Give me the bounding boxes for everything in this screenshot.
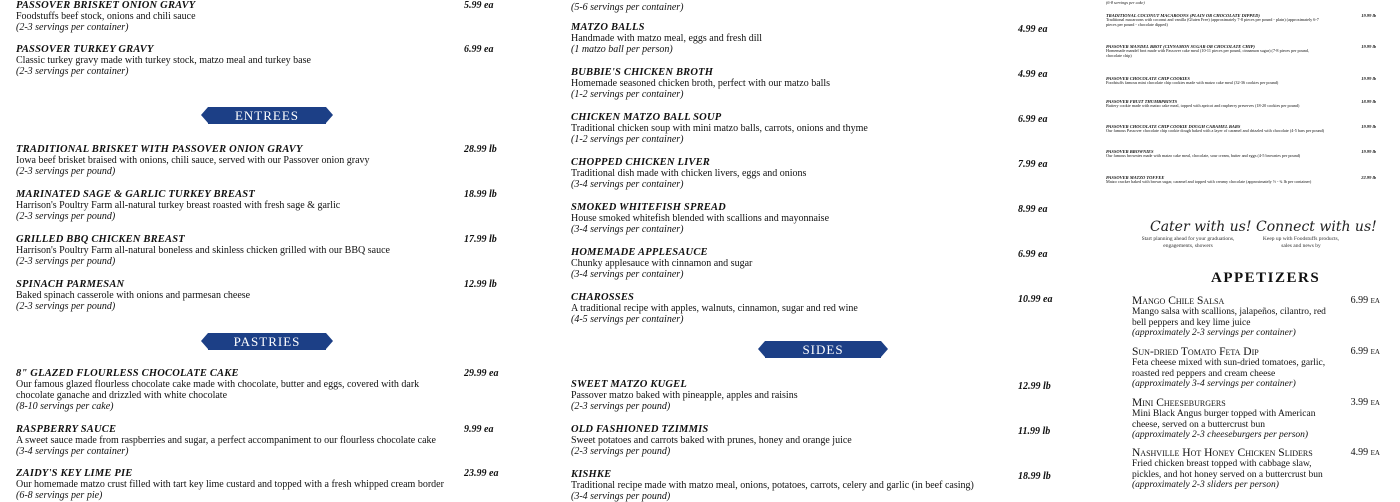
item-serving: (6-8 servings per pie) xyxy=(16,490,103,501)
menu-item xyxy=(16,368,456,412)
dessert-item xyxy=(1106,44,1376,58)
section-banner-entrees: ENTREES xyxy=(208,107,326,124)
dessert-name: PASSOVER CHOCOLATE CHIP COOKIES xyxy=(1106,76,1190,81)
appetizer-serving: (approximately 2-3 cheeseburgers per person) xyxy=(1132,430,1309,440)
item-serving: (2-3 servings per pound) xyxy=(16,301,116,312)
appetizer-name: Nashville Hot Honey Chicken Sliders xyxy=(1132,447,1313,459)
item-desc: Foodstuffs beef stock, onions and chili sauce xyxy=(16,11,196,22)
item-desc: Harrison's Poultry Farm all-natural boneless and skinless chicken grilled with our BBQ sauce xyxy=(16,245,390,256)
menu-item xyxy=(571,22,1011,55)
item-price: 7.99 ea xyxy=(1018,159,1048,170)
item-name: PASSOVER BRISKET ONION GRAVY xyxy=(16,0,196,11)
connect-text: Keep up with Foodstuffs products, sales and news by xyxy=(1262,236,1340,248)
item-name: RASPBERRY SAUCE xyxy=(16,424,117,435)
appetizer-desc: Mango salsa with scallions, jalapeños, cilantro, red bell peppers and key lime juice xyxy=(1132,307,1326,328)
item-price: 12.99 lb xyxy=(464,279,497,290)
dessert-item xyxy=(1106,124,1376,134)
section-banner-sides: SIDES xyxy=(765,341,881,358)
item-name: GRILLED BBQ CHICKEN BREAST xyxy=(16,234,185,245)
dessert-item xyxy=(1106,13,1376,27)
item-price: 10.99 ea xyxy=(1018,294,1053,305)
item-price: 18.99 lb xyxy=(464,189,497,200)
menu-item xyxy=(571,424,1011,457)
menu-item xyxy=(16,44,456,77)
appetizer-name: Mini Cheeseburgers xyxy=(1132,397,1226,409)
dessert-desc: Our famous Passover chocolate chip cookie dough baked with a layer of caramel and drizzled with chocolate (4-5 bars per pound) xyxy=(1106,128,1325,133)
cater-title: Cater with us! xyxy=(1150,219,1252,235)
dessert-price: 19.99 lb xyxy=(1361,44,1376,49)
item-price: 5.99 ea xyxy=(464,0,494,11)
item-price: 29.99 ea xyxy=(464,368,499,379)
dessert-desc: Foodstuffs famous mini chocolate chip cookies made with matzo cake meal (32-36 cookies per pound) xyxy=(1106,80,1279,85)
item-desc: Baked spinach casserole with onions and parmesan cheese xyxy=(16,290,251,301)
appetizer-serving: (approximately 2-3 servings per container) xyxy=(1132,328,1296,338)
cater-text: Start planning ahead for your graduations, engagements, showers xyxy=(1141,236,1235,248)
appetizer-price: 4.99 ea xyxy=(1350,447,1380,458)
dessert-price: 19.99 lb xyxy=(1361,124,1376,129)
dessert-price: 19.99 lb xyxy=(1361,76,1376,81)
item-desc: Chunky applesauce with cinnamon and sugar xyxy=(571,258,753,269)
dessert-name: PASSOVER CHOCOLATE CHIP COOKIE DOUGH CARAMEL BARS xyxy=(1106,124,1241,129)
item-name: CHOPPED CHICKEN LIVER xyxy=(571,157,710,168)
item-serving: (4-5 servings per container) xyxy=(571,314,684,325)
menu-item xyxy=(571,247,1011,280)
item-serving: (1-2 servings per container) xyxy=(571,89,684,100)
item-serving: (3-4 servings per container) xyxy=(16,446,129,457)
appetizer-desc: Mini Black Angus burger topped with American cheese, served on a buttercrust bun xyxy=(1132,409,1316,430)
item-desc: Homemade seasoned chicken broth, perfect with our matzo balls xyxy=(571,78,831,89)
dessert-price: 19.99 lb xyxy=(1361,13,1376,18)
dessert-name: TRADITIONAL COCONUT MACAROONS (PLAIN OR CHOCOLATE DIPPED) xyxy=(1106,13,1260,18)
dessert-price: 19.99 lb xyxy=(1361,149,1376,154)
item-desc: Traditional chicken soup with mini matzo balls, carrots, onions and thyme xyxy=(571,123,868,134)
menu-item xyxy=(16,279,456,312)
item-desc: Our homemade matzo crust filled with tart key lime custard and topped with a fresh whipped cream border xyxy=(16,479,444,490)
menu-item xyxy=(571,112,1011,145)
menu-item xyxy=(16,234,456,267)
item-serving: (2-3 servings per pound) xyxy=(571,401,671,412)
item-desc: Traditional recipe made with matzo meal, onions, potatoes, carrots, celery and garlic (in beef casing) xyxy=(571,480,974,491)
item-name: SMOKED WHITEFISH SPREAD xyxy=(571,202,726,213)
section-banner-pastries: PASTRIES xyxy=(208,333,326,350)
item-desc: Passover matzo baked with pineapple, apples and raisins xyxy=(571,390,798,401)
item-price: 8.99 ea xyxy=(1018,204,1048,215)
appetizer-item xyxy=(1132,346,1380,390)
item-desc: A sweet sauce made from raspberries and sugar, a perfect accompaniment to our flourless chocolate cake xyxy=(16,435,436,446)
item-serving: (5-6 servings per container) xyxy=(571,2,684,13)
item-serving: (3-4 servings per container) xyxy=(571,179,684,190)
menu-item xyxy=(571,202,1011,235)
item-desc: Iowa beef brisket braised with onions, chili sauce, served with our Passover onion gravy xyxy=(16,155,370,166)
item-price: 6.99 ea xyxy=(464,44,494,55)
section-title-appetizers: APPETIZERS xyxy=(1211,270,1321,286)
item-serving: (3-4 servings per pound) xyxy=(571,491,671,502)
dessert-desc: Traditional macaroons with coconut and vanilla (Gluten Free) (approximately 7-8 pieces per pound - plain) (approximately 6-7 pieces per pound - chocolate dipped) xyxy=(1106,17,1319,27)
item-serving: (3-4 servings per container) xyxy=(571,224,684,235)
item-desc: Sweet potatoes and carrots baked with prunes, honey and orange juice xyxy=(571,435,852,446)
appetizer-desc: Feta cheese mixed with sun-dried tomatoes, garlic, roasted red peppers and cream cheese xyxy=(1132,358,1326,379)
menu-item xyxy=(571,469,1011,502)
dessert-price: 18.99 lb xyxy=(1361,99,1376,104)
appetizer-serving: (approximately 3-4 servings per container) xyxy=(1132,379,1296,389)
dessert-name: PASSOVER MATZO TOFFEE xyxy=(1106,175,1165,180)
item-price: 4.99 ea xyxy=(1018,69,1048,80)
menu-item xyxy=(571,67,1011,100)
dessert-item xyxy=(1106,175,1376,185)
item-serving: (6-8 servings per cake) xyxy=(1106,0,1145,5)
menu-item xyxy=(571,157,1011,190)
item-price: 6.99 ea xyxy=(1018,249,1048,260)
dessert-price: 22.99 lb xyxy=(1361,175,1376,180)
item-serving: (2-3 servings per pound) xyxy=(16,256,116,267)
menu-item xyxy=(16,0,496,33)
dessert-desc: Matzo cracker baked with brown sugar, caramel and topped with creamy chocolate (approximately ½ - ¾ lb per container) xyxy=(1106,179,1312,184)
item-price: 12.99 lb xyxy=(1018,381,1051,392)
item-name: 8" GLAZED FLOURLESS CHOCOLATE CAKE xyxy=(16,368,239,379)
item-serving: (2-3 servings per container) xyxy=(16,66,129,77)
item-desc: Traditional dish made with chicken livers, eggs and onions xyxy=(571,168,807,179)
dessert-name: PASSOVER BROWNIES xyxy=(1106,149,1154,154)
appetizer-item xyxy=(1132,447,1380,491)
appetizer-price: 6.99 ea xyxy=(1350,295,1380,306)
item-desc: A traditional recipe with apples, walnuts, cinnamon, sugar and red wine xyxy=(571,303,858,314)
item-name: SWEET MATZO KUGEL xyxy=(571,379,688,390)
dessert-desc: Our famous brownies made with matzo cake meal, chocolate, sour cream, butter and eggs (4-5 brownies per pound) xyxy=(1106,153,1301,158)
item-price: 6.99 ea xyxy=(1018,114,1048,125)
item-serving: (2-3 servings per pound) xyxy=(16,211,116,222)
item-name: KISHKE xyxy=(571,469,612,480)
appetizer-name: Mango Chile Salsa xyxy=(1132,295,1225,307)
item-name: CHAROSSES xyxy=(571,292,635,303)
menu-item xyxy=(571,379,1011,412)
appetizer-price: 6.99 ea xyxy=(1350,346,1380,357)
item-name: BUBBIE'S CHICKEN BROTH xyxy=(571,67,714,78)
menu-item xyxy=(16,144,456,177)
item-desc: House smoked whitefish blended with scallions and mayonnaise xyxy=(571,213,830,224)
item-price: 23.99 ea xyxy=(464,468,499,479)
item-desc: Our famous glazed flourless chocolate cake made with chocolate, butter and eggs, covered with dark chocolate ganache and drizzled with white chocolate xyxy=(16,379,420,401)
item-desc: Handmade with matzo meal, eggs and fresh dill xyxy=(571,33,763,44)
appetizer-serving: (approximately 2-3 sliders per person) xyxy=(1132,480,1279,490)
item-price: 9.99 ea xyxy=(464,424,494,435)
item-desc: Harrison's Poultry Farm all-natural turkey breast roasted with fresh sage & garlic xyxy=(16,200,341,211)
item-name: PASSOVER TURKEY GRAVY xyxy=(16,44,154,55)
item-name: CHICKEN MATZO BALL SOUP xyxy=(571,112,722,123)
appetizer-item xyxy=(1132,295,1380,339)
item-serving: (1 matzo ball per person) xyxy=(571,44,673,55)
item-serving: (8-10 servings per cake) xyxy=(16,401,114,412)
item-desc: Classic turkey gravy made with turkey stock, matzo meal and turkey base xyxy=(16,55,311,66)
dessert-name: PASSOVER FRUIT THUMBPRINTS xyxy=(1106,99,1178,104)
item-name: MARINATED SAGE & GARLIC TURKEY BREAST xyxy=(16,189,255,200)
appetizer-desc: Fried chicken breast topped with cabbage slaw, pickles, and hot honey served on a buttercrust bun xyxy=(1132,459,1323,480)
appetizer-name: Sun-dried Tomato Feta Dip xyxy=(1132,346,1259,358)
dessert-item xyxy=(1106,149,1376,159)
dessert-desc: Buttery cookie made with matzo cake meal, topped with apricot and raspberry preserves (18-20 cookies per pound) xyxy=(1106,103,1300,108)
dessert-desc: Homemade mandel brot made with Passover cake meal (10-11 pieces per pound, cinnamon sugar) (7-8 pieces per pound, chocolate chip) xyxy=(1106,48,1309,58)
appetizer-item xyxy=(1132,397,1380,441)
item-name: ZAIDY'S KEY LIME PIE xyxy=(16,468,133,479)
item-serving: (1-2 servings per container) xyxy=(571,134,684,145)
item-price: 18.99 lb xyxy=(1018,471,1051,482)
item-name: HOMEMADE APPLESAUCE xyxy=(571,247,708,258)
item-price: 4.99 ea xyxy=(1018,24,1048,35)
item-price: 28.99 lb xyxy=(464,144,497,155)
item-name: MATZO BALLS xyxy=(571,22,645,33)
menu-item xyxy=(16,468,456,501)
appetizer-price: 3.99 ea xyxy=(1350,397,1380,408)
item-price: 11.99 lb xyxy=(1018,426,1051,437)
item-price: 17.99 lb xyxy=(464,234,497,245)
item-name: SPINACH PARMESAN xyxy=(16,279,125,290)
dessert-item xyxy=(1106,76,1376,86)
item-name: TRADITIONAL BRISKET WITH PASSOVER ONION GRAVY xyxy=(16,144,303,155)
menu-item xyxy=(16,424,456,457)
item-serving: (2-3 servings per pound) xyxy=(16,166,116,177)
menu-item xyxy=(571,292,1011,325)
dessert-item xyxy=(1106,99,1376,109)
dessert-name: PASSOVER MANDEL BROT (CINNAMON SUGAR OR CHOCOLATE CHIP) xyxy=(1106,44,1255,49)
menu-item xyxy=(16,189,456,222)
connect-title: Connect with us! xyxy=(1256,219,1377,235)
item-serving: (2-3 servings per container) xyxy=(16,22,129,33)
item-serving: (2-3 servings per pound) xyxy=(571,446,671,457)
item-name: OLD FASHIONED TZIMMIS xyxy=(571,424,709,435)
item-serving: (3-4 servings per container) xyxy=(571,269,684,280)
